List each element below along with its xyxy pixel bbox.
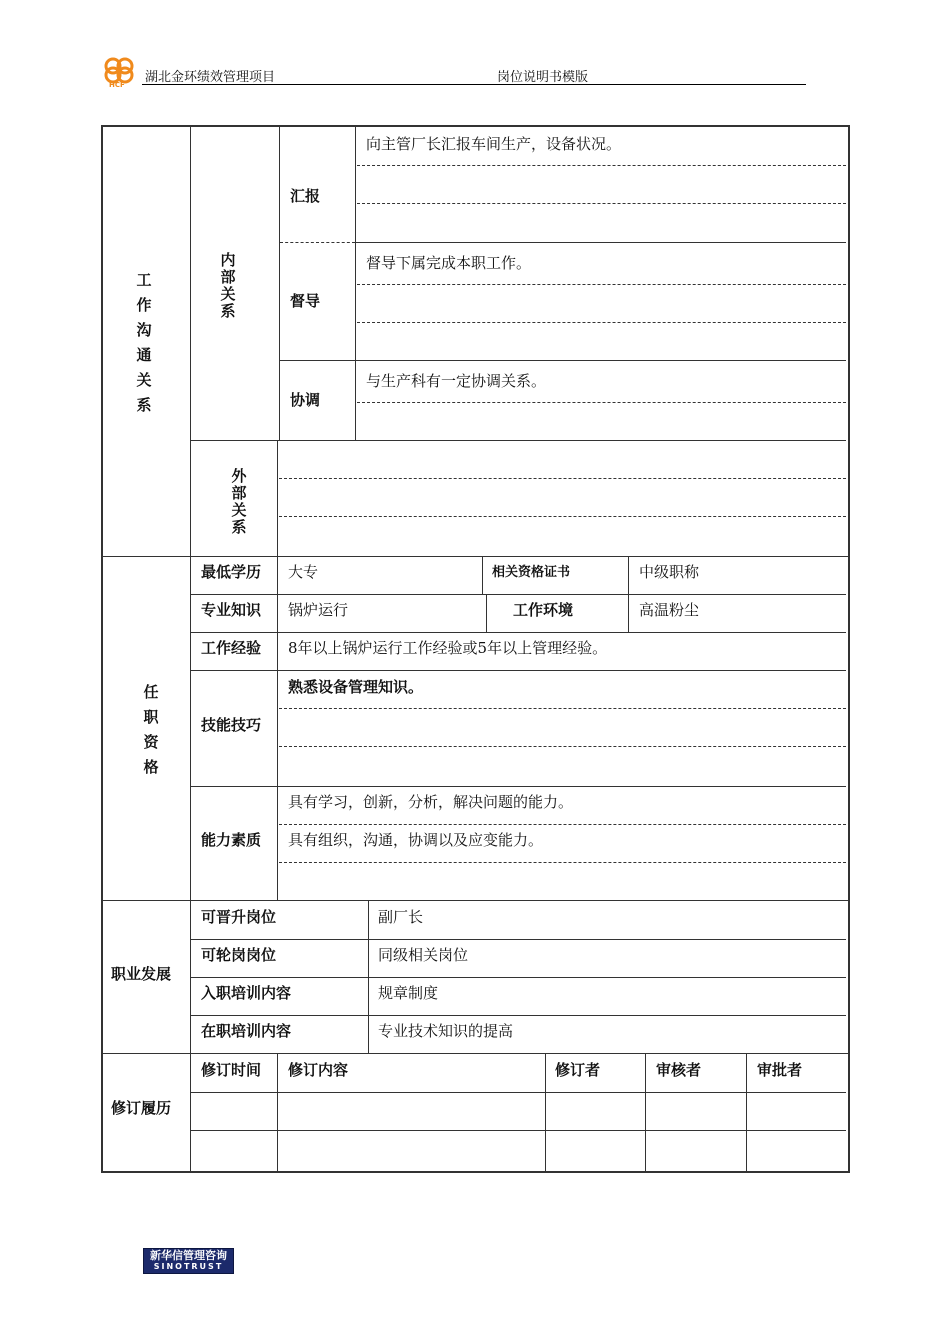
section-communication: 工作沟通关系 — [136, 271, 152, 414]
col-revision-time: 修订时间 — [201, 1061, 262, 1079]
col-reviser: 修订者 — [555, 1061, 601, 1079]
document-title: 岗位说明书模版 — [497, 70, 589, 85]
value-coordinate: 与生产科有一定协调关系。 — [366, 372, 547, 390]
label-environment: 工作环境 — [513, 601, 574, 619]
label-internal-relations: 内部关系 — [220, 251, 236, 320]
label-certificate: 相关资格证书 — [492, 565, 571, 580]
value-onjob-training: 专业技术知识的提高 — [378, 1022, 514, 1040]
value-education: 大专 — [288, 563, 319, 581]
label-rotation: 可轮岗岗位 — [201, 946, 277, 964]
col-auditor: 审核者 — [656, 1061, 702, 1079]
label-report: 汇报 — [290, 187, 321, 205]
value-rotation: 同级相关岗位 — [378, 946, 469, 964]
value-ability-2: 具有组织，沟通，协调以及应变能力。 — [288, 831, 544, 849]
col-revision-content: 修订内容 — [288, 1061, 349, 1079]
label-skills: 技能技巧 — [201, 716, 262, 734]
value-experience: 8年以上锅炉运行工作经验或5年以上管理经验。 — [288, 639, 608, 657]
label-abilities: 能力素质 — [201, 831, 262, 849]
value-report: 向主管厂长汇报车间生产，设备状况。 — [366, 135, 622, 153]
value-environment: 高温粉尘 — [639, 601, 700, 619]
label-induction-training: 入职培训内容 — [201, 984, 292, 1002]
footer-logo — [143, 1248, 234, 1274]
label-coordinate: 协调 — [290, 391, 321, 409]
label-external-relations: 外部关系 — [231, 467, 247, 536]
label-education: 最低学历 — [201, 563, 262, 581]
col-approver: 审批者 — [757, 1061, 803, 1079]
project-name: 湖北金环绩效管理项目 — [145, 70, 276, 85]
value-ability-1: 具有学习，创新，分析，解决问题的能力。 — [288, 793, 574, 811]
logo-text: HCF — [109, 81, 125, 89]
section-revision-history: 修订履历 — [111, 1099, 172, 1117]
value-certificate: 中级职称 — [639, 563, 700, 581]
header-rule — [142, 84, 806, 85]
label-promotion: 可晋升岗位 — [201, 908, 277, 926]
section-qualifications: 任职资格 — [143, 683, 159, 776]
value-induction-training: 规章制度 — [378, 984, 439, 1002]
label-experience: 工作经验 — [201, 639, 262, 657]
value-supervise: 督导下属完成本职工作。 — [366, 254, 532, 272]
value-skills: 熟悉设备管理知识。 — [288, 678, 424, 696]
footer-logo-en: SINOTRUST — [153, 1262, 224, 1271]
value-promotion: 副厂长 — [378, 908, 424, 926]
label-knowledge: 专业知识 — [201, 601, 262, 619]
label-supervise: 督导 — [290, 292, 321, 310]
footer-logo-cn: 新华信管理咨询 — [150, 1249, 227, 1262]
section-career: 职业发展 — [111, 965, 172, 983]
value-knowledge: 锅炉运行 — [288, 601, 349, 619]
label-onjob-training: 在职培训内容 — [201, 1022, 292, 1040]
company-logo — [100, 54, 138, 90]
